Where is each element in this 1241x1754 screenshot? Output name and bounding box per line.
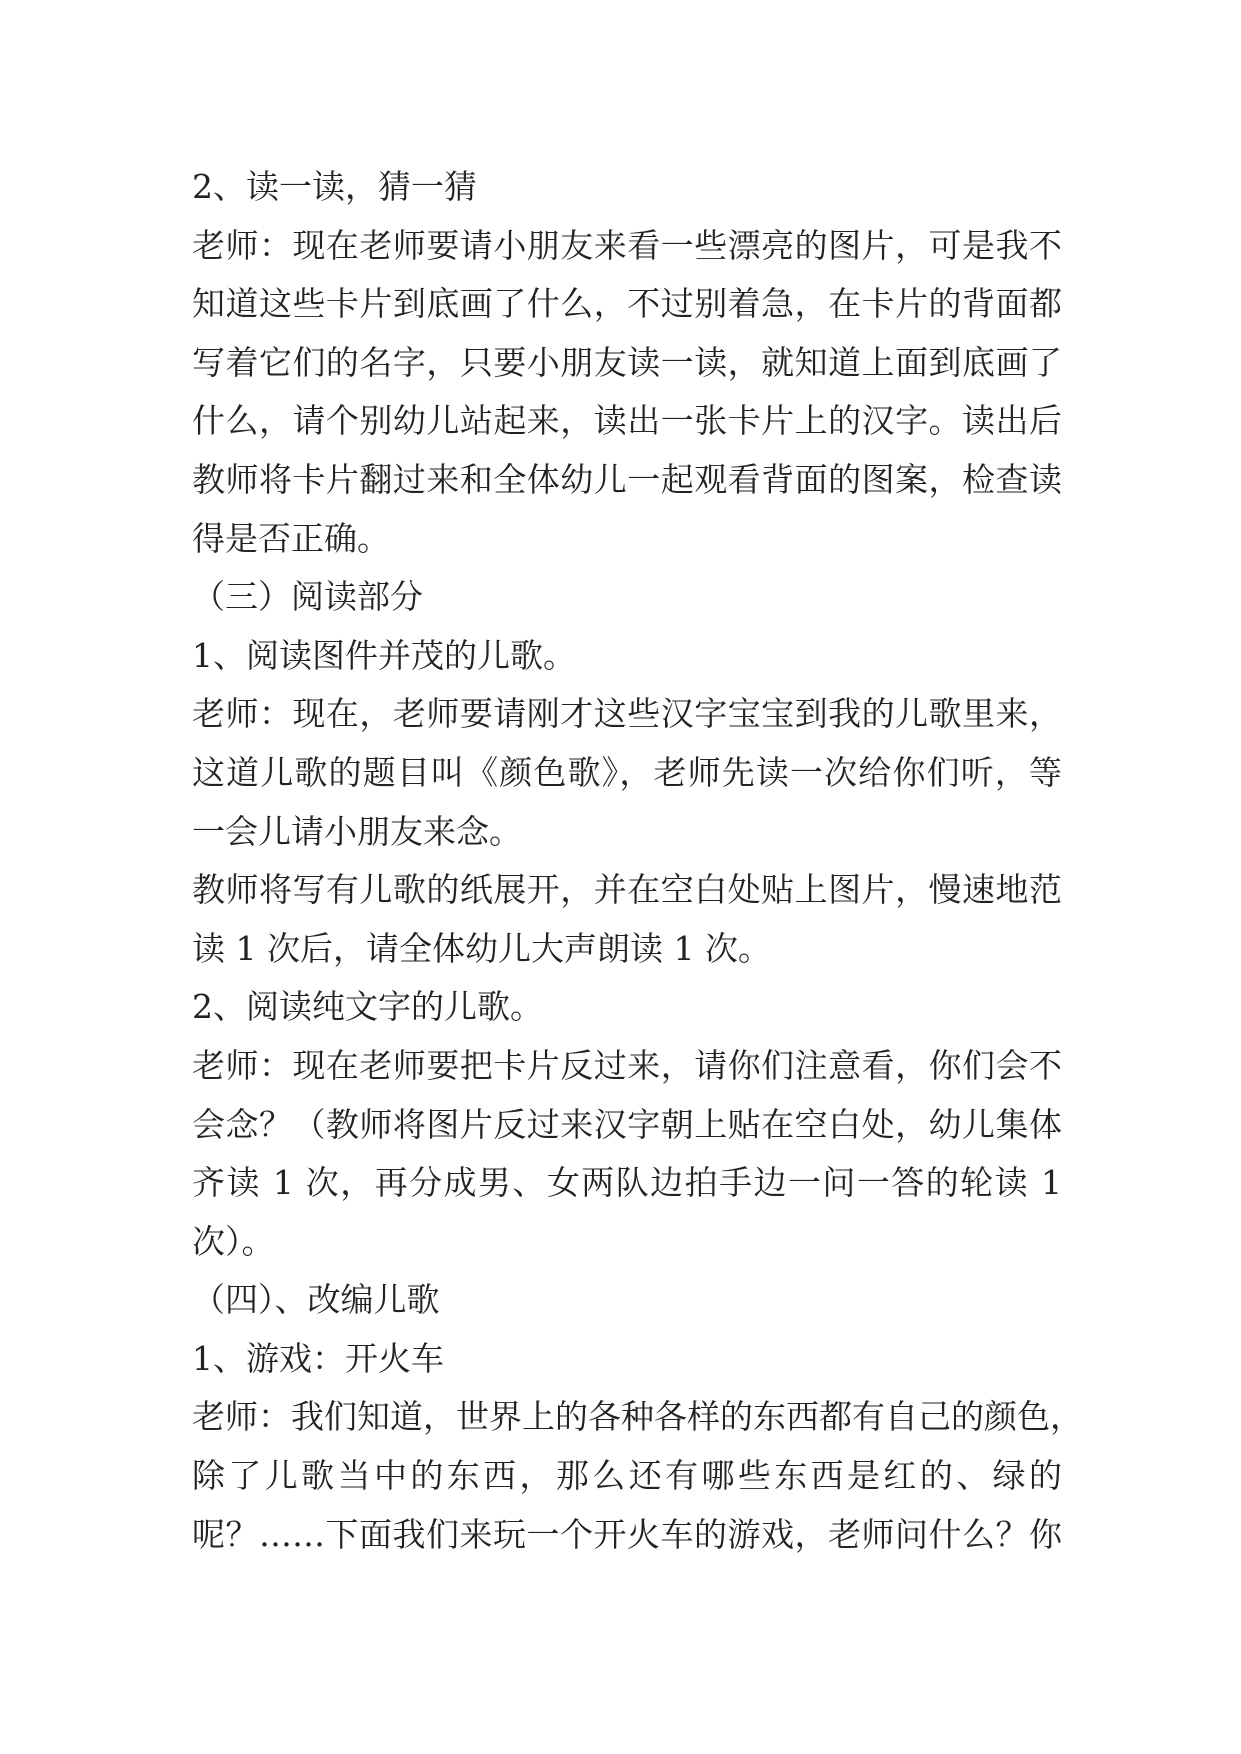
paragraph-line: 老师：我们知道，世界上的各种各样的东西都有自己的颜色， bbox=[192, 1397, 1083, 1437]
paragraph-line: 老师：现在，老师要请刚才这些汉字宝宝到我的儿歌里来， bbox=[192, 694, 1062, 734]
document-body bbox=[192, 158, 1083, 1564]
paragraph-line: 教师将卡片翻过来和全体幼儿一起观看背面的图案，检查读 bbox=[192, 459, 1062, 499]
paragraph-line: 一会儿请小朋友来念。 bbox=[192, 811, 522, 851]
paragraph-line: 老师：现在老师要请小朋友来看一些漂亮的图片，可是我不 bbox=[192, 225, 1062, 265]
paragraph-line: 老师：现在老师要把卡片反过来，请你们注意看，你们会不 bbox=[192, 1045, 1062, 1085]
paragraph-line: 读 1 次后，请全体幼儿大声朗读 1 次。 bbox=[192, 928, 771, 968]
section-heading: （四）、改编儿歌 bbox=[192, 1280, 440, 1320]
section-heading: 2、读一读，猜一猜 bbox=[192, 167, 477, 206]
paragraph-line: 齐读 1 次，再分成男、女两队边拍手边一问一答的轮读 1 bbox=[192, 1163, 1062, 1203]
subsection-heading: 1、阅读图件并茂的儿歌。 bbox=[192, 635, 576, 675]
paragraph-line: 写着它们的名字，只要小朋友读一读，就知道上面到底画了 bbox=[192, 342, 1062, 382]
paragraph-line: 次）。 bbox=[192, 1221, 275, 1261]
paragraph-line: 教师将写有儿歌的纸展开，并在空白处贴上图片，慢速地范 bbox=[192, 870, 1062, 910]
section-heading: （三）阅读部分 bbox=[192, 577, 423, 617]
paragraph-line: 什么，请个别幼儿站起来，读出一张卡片上的汉字。读出后 bbox=[192, 401, 1062, 441]
paragraph-line: 这道儿歌的题目叫《颜色歌》，老师先读一次给你们听，等 bbox=[192, 752, 1062, 792]
paragraph-line: 呢？……下面我们来玩一个开火车的游戏，老师问什么？你 bbox=[192, 1514, 1062, 1554]
paragraph-line: 会念？（教师将图片反过来汉字朝上贴在空白处，幼儿集体 bbox=[192, 1104, 1062, 1144]
subsection-heading: 2、阅读纯文字的儿歌。 bbox=[192, 987, 543, 1027]
paragraph-line: 除了儿歌当中的东西，那么还有哪些东西是红的、绿的 bbox=[192, 1456, 1062, 1496]
subsection-heading: 1、游戏：开火车 bbox=[192, 1338, 444, 1378]
paragraph-line: 知道这些卡片到底画了什么，不过别着急，在卡片的背面都 bbox=[192, 284, 1062, 324]
paragraph-line: 得是否正确。 bbox=[192, 518, 390, 558]
